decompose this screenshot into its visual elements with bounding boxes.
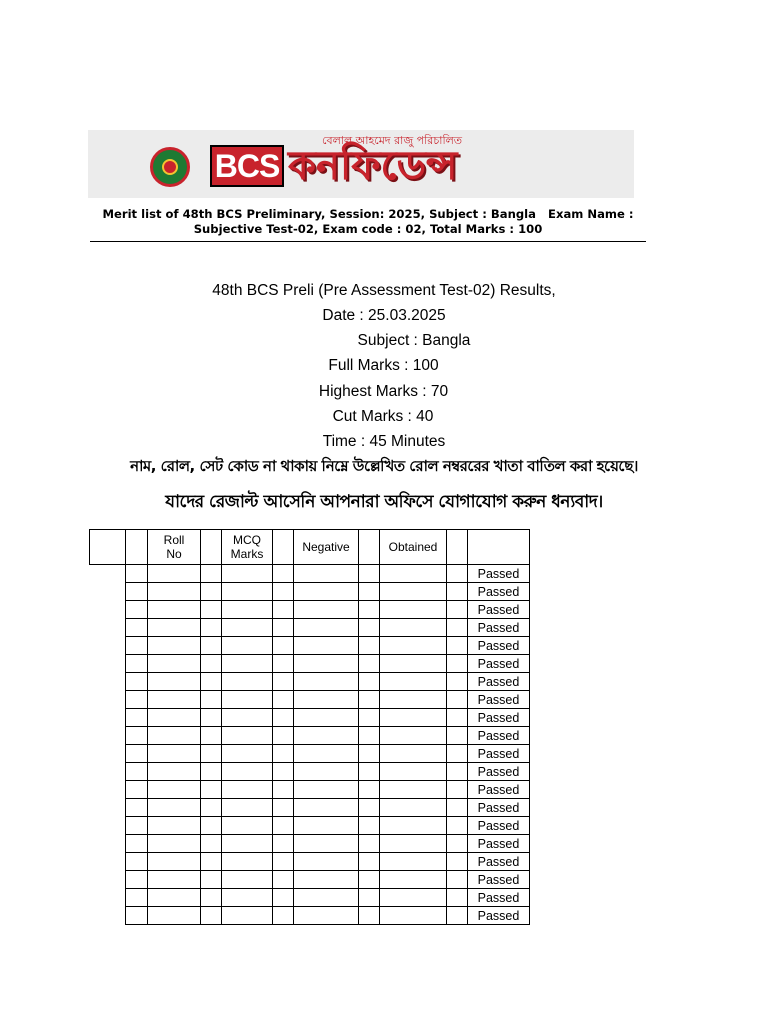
table-cell (447, 853, 468, 871)
table-cell (273, 871, 294, 889)
status-cell: Passed (468, 745, 530, 763)
meta-line-1: Merit list of 48th BCS Preliminary, Session: 2025, Subject : Bangla Exam Name : (102, 207, 634, 221)
table-row (90, 871, 530, 889)
table-cell (148, 583, 201, 601)
table-cell (380, 709, 447, 727)
table-cell (380, 781, 447, 799)
table-cell (148, 763, 201, 781)
logo-tagline: বেলাল আহমেদ রাজু পরিচালিত (322, 134, 463, 147)
spacer-cell (90, 673, 126, 691)
table-row (90, 889, 530, 907)
header-cell (273, 530, 294, 565)
table-cell (294, 583, 359, 601)
spacer-cell (90, 691, 126, 709)
spacer-cell (90, 601, 126, 619)
spacer-cell (90, 817, 126, 835)
table-cell (148, 601, 201, 619)
contact-office-notice: যাদের রেজাল্ট আসেনি আপনারা অফিসে যোগাযোগ করুন ধন্যবাদ। (165, 492, 603, 512)
table-row (90, 745, 530, 763)
table-cell (222, 853, 273, 871)
table-cell (148, 853, 201, 871)
table-cell (359, 691, 380, 709)
spacer-cell (90, 727, 126, 745)
header-cell (359, 530, 380, 565)
table-cell (126, 637, 148, 655)
table-cell (380, 835, 447, 853)
table-row (90, 565, 530, 583)
table-cell (359, 799, 380, 817)
table-row (90, 709, 530, 727)
table-cell (126, 817, 148, 835)
table-cell (294, 907, 359, 925)
header-mcq-marks: MCQ Marks (222, 530, 273, 565)
table-cell (126, 709, 148, 727)
table-cell (380, 673, 447, 691)
table-cell (222, 799, 273, 817)
table-cell (273, 565, 294, 583)
table-cell (380, 907, 447, 925)
table-cell (447, 655, 468, 673)
table-cell (380, 871, 447, 889)
table-cell (447, 565, 468, 583)
table-cell (359, 817, 380, 835)
meta-line-2: Subjective Test-02, Exam code : 02, Total Marks : 100 (193, 222, 543, 236)
table-cell (447, 727, 468, 745)
status-cell: Passed (468, 835, 530, 853)
status-cell: Passed (468, 655, 530, 673)
table-cell (359, 673, 380, 691)
status-cell: Passed (468, 601, 530, 619)
table-cell (201, 799, 222, 817)
table-cell (126, 871, 148, 889)
table-cell (222, 565, 273, 583)
header-cell (447, 530, 468, 565)
table-cell (222, 601, 273, 619)
status-cell: Passed (468, 871, 530, 889)
results-table (89, 529, 530, 925)
table-cell (222, 619, 273, 637)
table-row (90, 835, 530, 853)
table-cell (359, 583, 380, 601)
header-obtained: Obtained (380, 530, 447, 565)
table-cell (294, 691, 359, 709)
table-cell (273, 583, 294, 601)
table-cell (148, 691, 201, 709)
table-cell (294, 763, 359, 781)
table-cell (201, 637, 222, 655)
table-cell (201, 871, 222, 889)
status-cell: Passed (468, 799, 530, 817)
table-cell (447, 601, 468, 619)
table-cell (148, 709, 201, 727)
table-cell (380, 799, 447, 817)
table-cell (201, 907, 222, 925)
table-cell (126, 565, 148, 583)
table-cell (126, 727, 148, 745)
table-cell (447, 583, 468, 601)
table-cell (222, 727, 273, 745)
table-cell (222, 781, 273, 799)
table-cell (148, 871, 201, 889)
table-cell (126, 853, 148, 871)
table-cell (201, 835, 222, 853)
logo-brand-name: কনফিডেন্স (288, 143, 458, 189)
table-cell (447, 763, 468, 781)
spacer-cell (90, 709, 126, 727)
status-cell: Passed (468, 637, 530, 655)
table-cell (447, 745, 468, 763)
table-cell (380, 583, 447, 601)
table-cell (294, 817, 359, 835)
table-cell (447, 781, 468, 799)
table-cell (222, 745, 273, 763)
status-cell: Passed (468, 907, 530, 925)
table-cell (126, 745, 148, 763)
table-cell (380, 691, 447, 709)
table-cell (380, 655, 447, 673)
table-cell (222, 907, 273, 925)
status-cell: Passed (468, 763, 530, 781)
status-cell: Passed (468, 565, 530, 583)
table-cell (447, 637, 468, 655)
table-cell (380, 727, 447, 745)
table-cell (380, 889, 447, 907)
table-cell (359, 781, 380, 799)
table-cell (294, 835, 359, 853)
table-cell (148, 745, 201, 763)
table-cell (447, 907, 468, 925)
table-cell (294, 565, 359, 583)
table-cell (359, 619, 380, 637)
table-cell (380, 745, 447, 763)
spacer-cell (90, 871, 126, 889)
header-cell (468, 530, 530, 565)
table-cell (380, 565, 447, 583)
header-roll-no: Roll No (148, 530, 201, 565)
table-cell (222, 871, 273, 889)
table-cell (201, 817, 222, 835)
table-cell (447, 889, 468, 907)
table-cell (380, 637, 447, 655)
table-cell (126, 835, 148, 853)
table-cell (201, 655, 222, 673)
table-row (90, 673, 530, 691)
status-cell: Passed (468, 709, 530, 727)
header-divider (90, 241, 646, 242)
results-title: 48th BCS Preli (Pre Assessment Test-02) Results, (212, 282, 556, 299)
table-cell (294, 853, 359, 871)
cut-marks: Cut Marks : 40 (332, 408, 434, 425)
table-cell (359, 763, 380, 781)
table-cell (294, 709, 359, 727)
spacer-cell (90, 763, 126, 781)
table-cell (359, 565, 380, 583)
table-header-row (90, 530, 530, 565)
table-cell (201, 745, 222, 763)
seal-emblem-icon (150, 147, 190, 187)
table-cell (148, 835, 201, 853)
table-cell (201, 889, 222, 907)
table-cell (273, 619, 294, 637)
table-cell (201, 565, 222, 583)
table-cell (222, 817, 273, 835)
table-cell (294, 889, 359, 907)
table-row (90, 853, 530, 871)
table-cell (380, 763, 447, 781)
table-cell (201, 763, 222, 781)
table-cell (148, 817, 201, 835)
table-row (90, 601, 530, 619)
table-cell (148, 565, 201, 583)
brand-logo-banner (88, 130, 634, 198)
table-cell (126, 673, 148, 691)
table-cell (273, 853, 294, 871)
table-cell (359, 871, 380, 889)
table-cell (294, 673, 359, 691)
table-cell (294, 619, 359, 637)
table-cell (201, 619, 222, 637)
exam-date: Date : 25.03.2025 (322, 307, 446, 324)
table-cell (201, 781, 222, 799)
table-row (90, 727, 530, 745)
table-cell (201, 673, 222, 691)
table-cell (201, 853, 222, 871)
table-cell (359, 727, 380, 745)
table-cell (126, 619, 148, 637)
table-cell (294, 655, 359, 673)
table-row (90, 637, 530, 655)
table-cell (222, 655, 273, 673)
table-row (90, 763, 530, 781)
table-cell (273, 745, 294, 763)
spacer-cell (90, 583, 126, 601)
table-cell (222, 835, 273, 853)
table-row (90, 817, 530, 835)
status-cell: Passed (468, 691, 530, 709)
table-cell (294, 799, 359, 817)
spacer-cell (90, 565, 126, 583)
table-cell (273, 727, 294, 745)
full-marks: Full Marks : 100 (328, 357, 439, 374)
exam-time: Time : 45 Minutes (322, 433, 446, 450)
table-cell (273, 691, 294, 709)
table-cell (222, 637, 273, 655)
table-cell (380, 853, 447, 871)
table-cell (222, 583, 273, 601)
status-cell: Passed (468, 853, 530, 871)
table-cell (126, 907, 148, 925)
table-cell (273, 817, 294, 835)
table-cell (126, 601, 148, 619)
table-cell (447, 835, 468, 853)
highest-marks: Highest Marks : 70 (318, 383, 449, 400)
table-cell (294, 745, 359, 763)
table-cell (148, 889, 201, 907)
table-row (90, 691, 530, 709)
table-cell (359, 907, 380, 925)
table-cell (126, 781, 148, 799)
table-cell (273, 763, 294, 781)
status-cell: Passed (468, 889, 530, 907)
table-cell (447, 673, 468, 691)
spacer-cell (90, 799, 126, 817)
table-cell (359, 853, 380, 871)
table-cell (273, 799, 294, 817)
spacer-cell (90, 889, 126, 907)
exam-subject: Subject : Bangla (357, 332, 471, 349)
spacer-cell (90, 835, 126, 853)
table-cell (294, 727, 359, 745)
header-cell (90, 530, 126, 565)
table-cell (273, 907, 294, 925)
table-cell (359, 637, 380, 655)
table-cell (273, 655, 294, 673)
table-cell (126, 583, 148, 601)
table-cell (359, 745, 380, 763)
status-cell: Passed (468, 817, 530, 835)
table-row (90, 619, 530, 637)
cancellation-notice: নাম, রোল, সেট কোড না থাকায় নিম্নে উল্লেখিত রোল নম্বররের খাতা বাতিল করা হয়েছে। (130, 457, 638, 475)
table-cell (359, 835, 380, 853)
table-cell (380, 601, 447, 619)
table-cell (294, 601, 359, 619)
status-cell: Passed (468, 781, 530, 799)
table-cell (294, 781, 359, 799)
header-negative: Negative (294, 530, 359, 565)
table-cell (201, 709, 222, 727)
spacer-cell (90, 781, 126, 799)
table-cell (222, 691, 273, 709)
table-cell (126, 799, 148, 817)
table-cell (126, 763, 148, 781)
header-cell (201, 530, 222, 565)
table-cell (447, 709, 468, 727)
table-cell (201, 691, 222, 709)
spacer-cell (90, 907, 126, 925)
table-row (90, 799, 530, 817)
table-cell (380, 619, 447, 637)
table-cell (447, 691, 468, 709)
table-cell (222, 763, 273, 781)
table-cell (447, 799, 468, 817)
bcs-badge: BCS (210, 145, 284, 187)
spacer-cell (90, 619, 126, 637)
spacer-cell (90, 745, 126, 763)
table-cell (273, 601, 294, 619)
table-row (90, 781, 530, 799)
table-cell (148, 637, 201, 655)
table-row (90, 907, 530, 925)
table-cell (222, 889, 273, 907)
table-cell (273, 835, 294, 853)
table-row (90, 583, 530, 601)
table-cell (273, 781, 294, 799)
table-cell (273, 709, 294, 727)
table-row (90, 655, 530, 673)
table-cell (359, 601, 380, 619)
spacer-cell (90, 655, 126, 673)
table-cell (148, 781, 201, 799)
table-cell (359, 709, 380, 727)
status-cell: Passed (468, 619, 530, 637)
table-cell (148, 727, 201, 745)
table-cell (447, 619, 468, 637)
status-cell: Passed (468, 673, 530, 691)
merit-list-description (90, 207, 646, 237)
table-cell (447, 871, 468, 889)
table-cell (148, 619, 201, 637)
table-cell (273, 673, 294, 691)
table-cell (148, 907, 201, 925)
table-cell (148, 655, 201, 673)
table-cell (273, 889, 294, 907)
table-cell (148, 799, 201, 817)
status-cell: Passed (468, 727, 530, 745)
table-cell (148, 673, 201, 691)
table-cell (126, 655, 148, 673)
spacer-cell (90, 637, 126, 655)
header-cell (126, 530, 148, 565)
table-cell (201, 601, 222, 619)
table-cell (380, 817, 447, 835)
table-cell (201, 583, 222, 601)
table-cell (126, 889, 148, 907)
spacer-cell (90, 853, 126, 871)
table-cell (359, 655, 380, 673)
table-cell (222, 673, 273, 691)
table-cell (294, 637, 359, 655)
table-cell (201, 727, 222, 745)
table-cell (222, 709, 273, 727)
table-cell (273, 637, 294, 655)
table-cell (126, 691, 148, 709)
table-cell (447, 817, 468, 835)
status-cell: Passed (468, 583, 530, 601)
table-cell (359, 889, 380, 907)
table-cell (294, 871, 359, 889)
